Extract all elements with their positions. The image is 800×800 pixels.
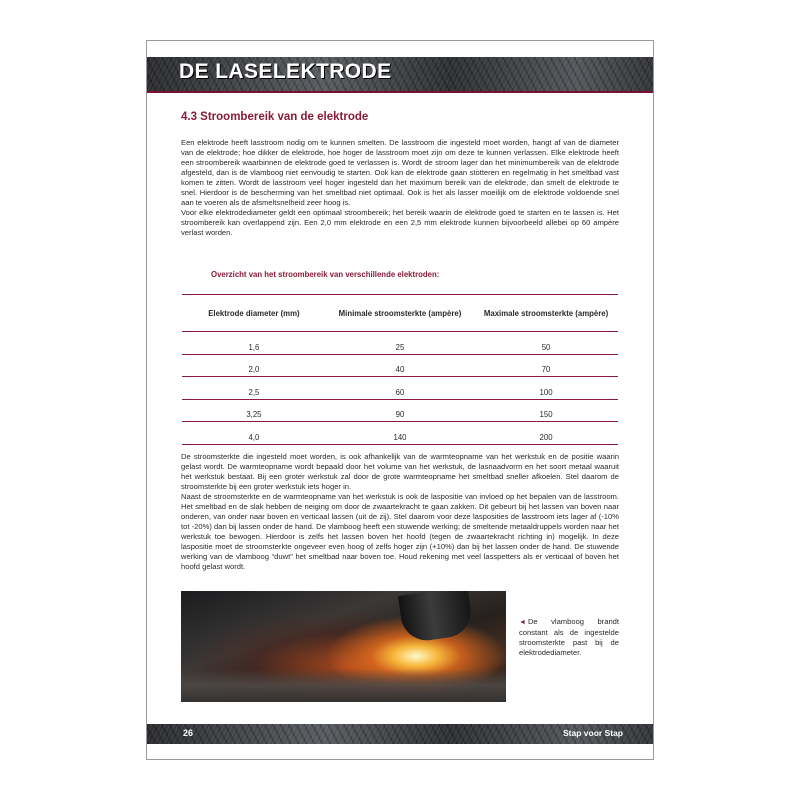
- table-cell: 1,6: [182, 332, 326, 355]
- table-cell: 40: [326, 354, 474, 377]
- page-title: DE LASELEKTRODE: [179, 60, 392, 83]
- document-page: [146, 40, 654, 760]
- welding-arc-photo: [181, 591, 506, 702]
- header-divider: [147, 91, 653, 93]
- column-header-diameter: Elektrode diameter (mm): [182, 295, 326, 332]
- column-header-max-current: Maximale stroomsterkte (ampère): [474, 295, 618, 332]
- table-cell: 4,0: [182, 422, 326, 445]
- paragraph: De stroomsterkte die ingesteld moet worden, is ook afhankelijk van de warmteopname van het werkstuk en de positie waarin gelast wordt. De warmteopname wordt bepaald door het volume van het werkstuk, de lasnaadvorm en het soort metaal waaruit het werkstuk bestaat. Bij een groter werkstuk zal door de grote warmteopname het smeltbad sneller afkoelen. Stel daarom de stroomsterkte bij een groter werkstuk iets hoger in.: [181, 452, 619, 491]
- table-row: [182, 354, 618, 377]
- footer-band: [147, 724, 653, 744]
- page-number: 26: [183, 728, 194, 738]
- paragraph: Een elektrode heeft lasstroom nodig om te kunnen smelten. De lasstroom die ingesteld moet worden, hangt af van de diameter van de elektrode; hoe dikker de elektrode, hoe hoger de lasstroom moet zijn om deze te kunnen verlassen. Elke elektrode heeft een stroombereik waarbinnen de elektrode goed te verlassen is. Wordt de stroom lager dan het minimumbereik van de elektrode afgesteld, dan is de vlamboog niet eenvoudig te starten. Ook kan de elektrode gaan stotteren en regelmatig in het smeltbad vast komen te zitten. Wordt de lasstroom veel hoger ingesteld dan het maximum bereik van de elektrode, dan smelt de elektrode te snel. Hierdoor is de bescherming van het smeltbad niet optimaal. Ook is het als lasser moeilijk om de elektrode voldoende snel aan te voeren als de afsmeltsnelheid zeer hoog is.: [181, 138, 619, 207]
- current-range-table: [182, 294, 618, 445]
- intro-text: [181, 138, 619, 238]
- position-text: [181, 452, 619, 572]
- table-cell: 50: [474, 332, 618, 355]
- table-cell: 70: [474, 354, 618, 377]
- figure-caption: [519, 617, 619, 658]
- header-band: [147, 57, 653, 91]
- table-cell: 25: [326, 332, 474, 355]
- table-cell: 90: [326, 399, 474, 422]
- paragraph: Naast de stroomsterkte en de warmteopname van het werkstuk is ook de laspositie van invloed op het bepalen van de lasstroom. Het smeltbad en de slak hebben de neiging om door de zwaartekracht te gaan zakken. Dit gebeurt bij het lassen van boven naar onderen, van onder naar boven en verticaal lassen (uit de zij). Stel daarom voor deze lasposities de lasstroom iets lager af (-10% tot -20%) dan bij lassen onder de hand. De vlamboog heeft een stuwende werking; de smeltende metaaldruppels worden naar het werkstuk toe bewogen. Hierdoor is zelfs het lassen boven het hoofd (tegen de zwaartekracht richting in) mogelijk. In deze laspositie moet de stroomsterkte ongeveer even hoog of zelfs hoger zijn (+10%) dan bij het lassen onder de hand. De stuwende werking van de vlamboog “duwt” het smeltbad naar boven toe. Houd rekening met veel lasspetters als er verticaal of boven het hoofd gelast wordt.: [181, 492, 619, 571]
- table-cell: 2,5: [182, 377, 326, 400]
- table-cell: 100: [474, 377, 618, 400]
- table-header-row: [182, 295, 618, 332]
- footer-label: Stap voor Stap: [563, 728, 623, 738]
- table-row: [182, 399, 618, 422]
- column-header-min-current: Minimale stroomsterkte (ampère): [326, 295, 474, 332]
- table-cell: 60: [326, 377, 474, 400]
- table-cell: 2,0: [182, 354, 326, 377]
- table-caption: Overzicht van het stroombereik van verschillende elektroden:: [211, 270, 440, 279]
- table-row: [182, 377, 618, 400]
- caption-arrow-icon: ◄: [519, 619, 526, 626]
- table-row: [182, 422, 618, 445]
- table-cell: 140: [326, 422, 474, 445]
- figure-caption-text: De vlamboog brandt constant als de ingestelde stroomsterkte past bij de elektrodediameter.: [519, 617, 619, 657]
- section-heading: 4.3 Stroombereik van de elektrode: [181, 111, 369, 123]
- table-cell: 3,25: [182, 399, 326, 422]
- table-row: [182, 332, 618, 355]
- workpiece-shape: [181, 669, 506, 702]
- paragraph: Voor elke elektrodediameter geldt een optimaal stroombereik; het bereik waarin de elektrode goed te starten en te lassen is. Het stroombereik kan overlappend zijn. Een 2,0 mm elektrode en een 2,5 mm elektrode kunnen bijvoorbeeld allebei op 60 ampère verlast worden.: [181, 208, 619, 237]
- table-cell: 200: [474, 422, 618, 445]
- electrode-holder-shape: [398, 591, 474, 644]
- table-cell: 150: [474, 399, 618, 422]
